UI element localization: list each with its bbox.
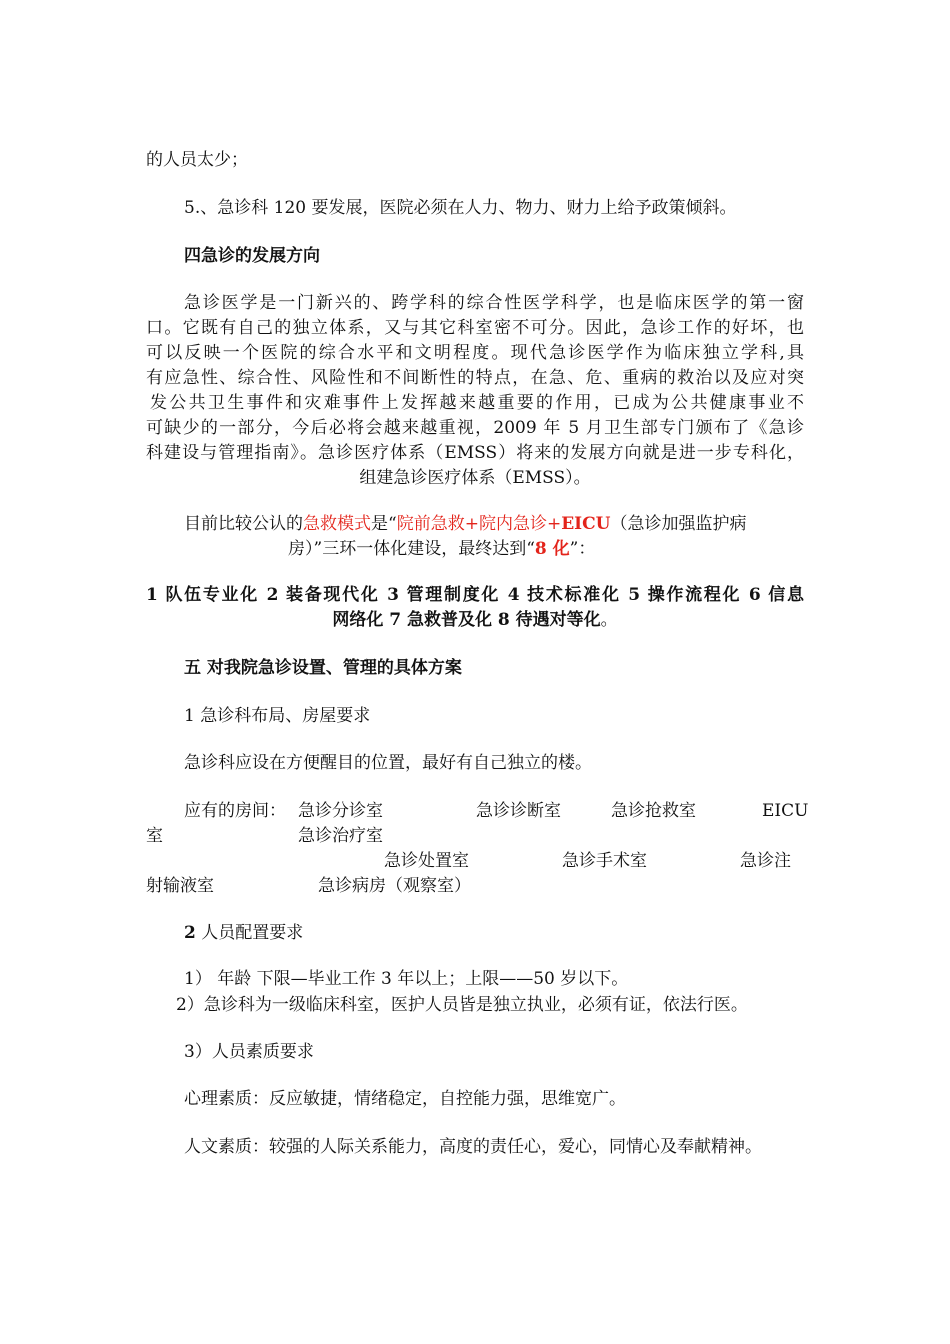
model-highlight: 急救模式 (303, 514, 371, 534)
eight-items-line-2 (146, 608, 804, 632)
subsection-heading (184, 921, 303, 945)
subsection-heading: 1 急诊科布局、房屋要求 (184, 706, 371, 726)
section-heading-4: 四急诊的发展方向 (184, 246, 320, 266)
room-name: 急诊手术室 (562, 851, 647, 871)
subsection-number: 2 (184, 923, 196, 943)
room-label: 应有的房间： (184, 801, 286, 821)
subsection-title: 人员配置要求 (195, 923, 304, 943)
list-item: 2）急诊科为一级临床科室，医护人员皆是独立执业，必须有证，依法行医。 (176, 995, 748, 1015)
list-item: 1） 年龄 下限—毕业工作 3 年以上；上限——50 岁以下。 (184, 969, 629, 989)
model-text: 房）”三环一体化建设，最终达到“ (288, 539, 535, 559)
paragraph-line: 科建设与管理指南》。急诊医疗体系（EMSS）将来的发展方向就是进一步专科化， (146, 443, 804, 463)
model-line-1 (184, 512, 746, 536)
text-line: 急诊科应设在方便醒目的位置，最好有自己独立的楼。 (184, 753, 592, 773)
model-highlight-bold: EICU (561, 514, 611, 534)
room-name: 急诊处置室 (384, 851, 469, 871)
paragraph-line: 组建急诊医疗体系（EMSS）。 (359, 468, 591, 488)
eight-items-end: 。 (600, 610, 618, 630)
text-line: 5.、急诊科 120 要发展，医院必须在人力、物力、财力上给予政策倾斜。 (184, 198, 737, 218)
paragraph-line: 有应急性、综合性、风险性和不间断性的特点，在急、危、重病的救治以及应对突 (146, 368, 804, 388)
eight-items-text: 网络化 7 急救普及化 8 待遇对等化 (332, 610, 601, 630)
room-name: 急诊病房（观察室） (318, 876, 471, 896)
room-name: 急诊注 (740, 851, 791, 871)
paragraph-line: 急诊医学是一门新兴的、跨学科的综合性医学科学，也是临床医学的第一窗 (184, 293, 804, 313)
model-highlight: 院前急救+院内急诊+ (396, 514, 562, 534)
model-text: 是“ (371, 514, 397, 534)
room-name: 急诊诊断室 (476, 801, 561, 821)
model-highlight-bold: 8 化 (534, 539, 570, 559)
room-name: EICU (762, 801, 809, 821)
text-line: 人文素质：较强的人际关系能力，高度的责任心，爱心，同情心及奉献精神。 (184, 1137, 762, 1157)
paragraph-line: 可缺少的一部分，今后必将会越来越重视，2009 年 5 月卫生部专门颁布了《急诊 (146, 418, 804, 438)
model-text: 目前比较公认的 (184, 514, 303, 534)
section-heading-5: 五 对我院急诊设置、管理的具体方案 (184, 658, 462, 678)
list-item: 3）人员素质要求 (184, 1042, 314, 1062)
eight-items-line: 1 队伍专业化 2 装备现代化 3 管理制度化 4 技术标准化 5 操作流程化 6 信息 (146, 585, 804, 605)
text-line: 心理素质：反应敏捷，情绪稳定，自控能力强，思维宽广。 (184, 1089, 626, 1109)
room-name: 室 (146, 826, 163, 846)
model-text: ”： (569, 539, 596, 559)
room-name: 急诊分诊室 (298, 801, 383, 821)
model-line-2 (288, 537, 595, 561)
room-name: 急诊抢救室 (611, 801, 696, 821)
paragraph-line: 可以反映一个医院的综合水平和文明程度。现代急诊医学作为临床独立学科,具 (146, 343, 804, 363)
paragraph-line: 口。它既有自己的独立体系，又与其它科室密不可分。因此，急诊工作的好坏，也 (146, 318, 804, 338)
model-text: （急诊加强监护病 (610, 514, 747, 534)
room-name: 射输液室 (146, 876, 214, 896)
paragraph-line: 发公共卫生事件和灾难事件上发挥越来越重要的作用，已成为公共健康事业不 (150, 393, 804, 413)
room-name: 急诊治疗室 (298, 826, 383, 846)
text-line: 的人员太少； (146, 150, 248, 170)
